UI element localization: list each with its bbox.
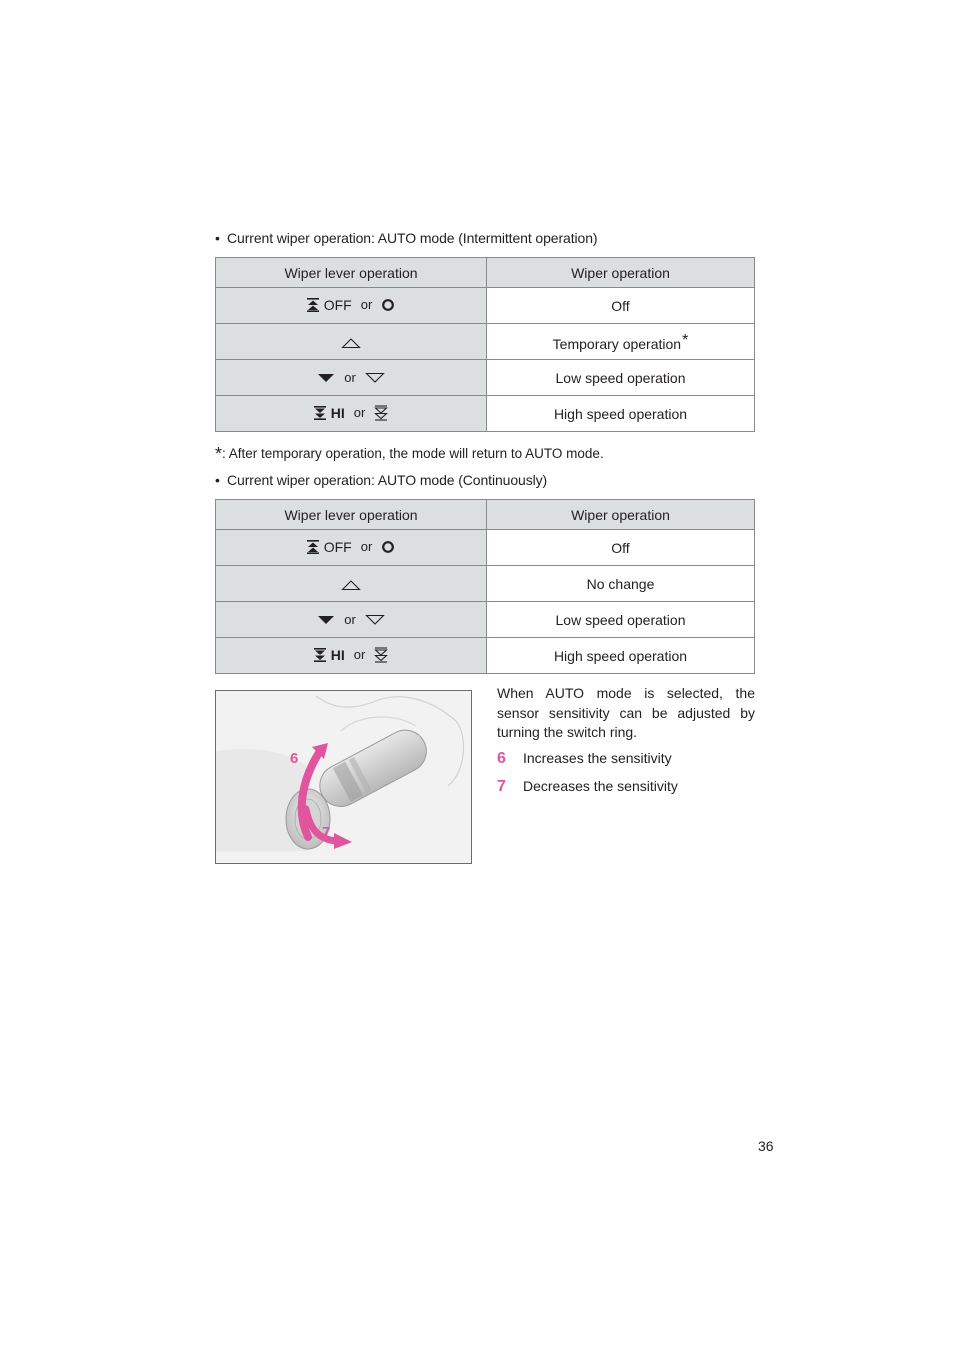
table-row bbox=[216, 566, 755, 602]
low-outline-icon bbox=[365, 372, 385, 384]
lever-cell bbox=[216, 396, 487, 432]
operation-cell: Off bbox=[487, 288, 755, 324]
operation-cell: Off bbox=[487, 530, 755, 566]
or-text: or bbox=[353, 405, 366, 420]
wiper-table-continuously bbox=[215, 499, 755, 674]
lever-cell bbox=[216, 638, 487, 674]
hi-down-icon bbox=[314, 406, 326, 420]
footnote-mark: * bbox=[682, 331, 689, 349]
header-lever: Wiper lever operation bbox=[216, 500, 487, 530]
figure-label-6: 6 bbox=[290, 750, 299, 767]
table-row bbox=[216, 530, 755, 566]
table-header-row bbox=[216, 500, 755, 530]
operation-cell: Low speed operation bbox=[487, 360, 755, 396]
operation-cell bbox=[487, 324, 755, 360]
list-item bbox=[497, 750, 672, 768]
low-filled-icon bbox=[317, 615, 335, 625]
mist-up-icon bbox=[341, 337, 361, 349]
lever-cell bbox=[216, 602, 487, 638]
low-outline-icon bbox=[365, 614, 385, 626]
header-operation: Wiper operation bbox=[487, 500, 755, 530]
lever-cell bbox=[216, 360, 487, 396]
table-row bbox=[216, 602, 755, 638]
lever-cell bbox=[216, 566, 487, 602]
table-row bbox=[216, 288, 755, 324]
hi-outline-icon bbox=[374, 647, 388, 663]
page-number: 36 bbox=[758, 1138, 774, 1154]
sensitivity-description: When AUTO mode is selected, the sensor sensitivity can be adjusted by turning the switch ring. bbox=[497, 685, 755, 740]
mist-off-icon bbox=[307, 298, 319, 312]
bullet-text: Current wiper operation: AUTO mode (Continuously) bbox=[227, 472, 548, 488]
or-text: or bbox=[353, 647, 366, 662]
auto-ring-icon bbox=[381, 298, 395, 312]
bullet-text: Current wiper operation: AUTO mode (Intermittent operation) bbox=[227, 230, 598, 246]
footnote-text: : After temporary operation, the mode will return to AUTO mode. bbox=[222, 446, 604, 461]
mist-off-icon bbox=[307, 540, 319, 554]
or-text: or bbox=[360, 539, 373, 554]
off-label: OFF bbox=[323, 296, 352, 313]
hi-outline-icon bbox=[374, 405, 388, 421]
or-text: or bbox=[360, 297, 373, 312]
mist-up-icon bbox=[341, 579, 361, 591]
lever-cell bbox=[216, 324, 487, 360]
hi-label: HI bbox=[330, 646, 345, 663]
or-text: or bbox=[344, 370, 356, 385]
lever-cell bbox=[216, 530, 487, 566]
table-row bbox=[216, 638, 755, 674]
item-number: 7 bbox=[497, 778, 506, 795]
bullet-dot: • bbox=[215, 230, 220, 246]
auto-ring-icon bbox=[381, 540, 395, 554]
hi-down-icon bbox=[314, 648, 326, 662]
off-label: OFF bbox=[323, 538, 352, 555]
operation-text: Temporary operation bbox=[552, 335, 682, 352]
item-number: 6 bbox=[497, 750, 506, 767]
switch-ring-figure bbox=[215, 690, 472, 864]
header-lever: Wiper lever operation bbox=[216, 258, 487, 288]
table-row bbox=[216, 324, 755, 360]
low-filled-icon bbox=[317, 373, 335, 383]
bullet-continuously bbox=[215, 472, 547, 488]
operation-cell: No change bbox=[487, 566, 755, 602]
operation-cell: High speed operation bbox=[487, 396, 755, 432]
table-header-row bbox=[216, 258, 755, 288]
header-operation: Wiper operation bbox=[487, 258, 755, 288]
list-item bbox=[497, 778, 678, 796]
table-row bbox=[216, 360, 755, 396]
or-text: or bbox=[344, 612, 356, 627]
operation-cell: Low speed operation bbox=[487, 602, 755, 638]
figure-label-7: 7 bbox=[322, 824, 331, 841]
operation-cell: High speed operation bbox=[487, 638, 755, 674]
wiper-lever-illustration bbox=[216, 691, 471, 863]
item-text: Increases the sensitivity bbox=[523, 750, 672, 766]
wiper-table-intermittent bbox=[215, 257, 755, 432]
footnote-star: * bbox=[215, 444, 223, 464]
bullet-dot: • bbox=[215, 472, 220, 488]
hi-label: HI bbox=[330, 404, 345, 421]
bullet-intermittent bbox=[215, 230, 597, 246]
item-text: Decreases the sensitivity bbox=[523, 778, 678, 794]
footnote bbox=[215, 444, 604, 465]
table-row bbox=[216, 396, 755, 432]
lever-cell bbox=[216, 288, 487, 324]
